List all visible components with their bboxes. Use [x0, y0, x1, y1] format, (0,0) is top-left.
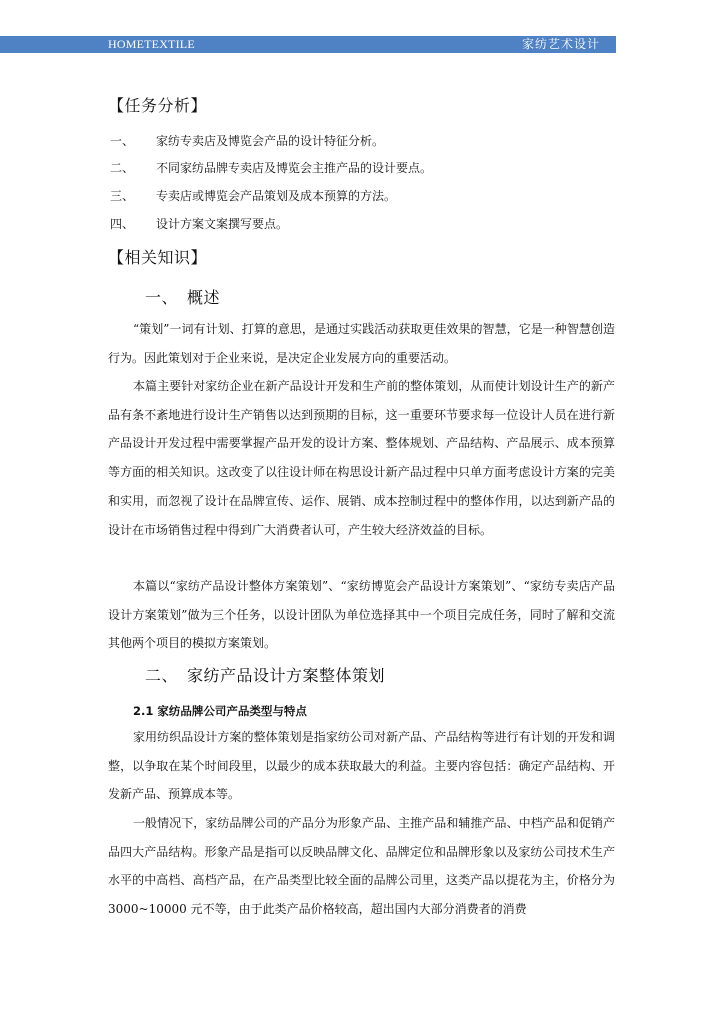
task-item	[110, 216, 288, 232]
task-item-number: 四、	[110, 217, 135, 231]
task-item-text: 设计方案文案撰写要点。	[156, 217, 289, 231]
task-item-text: 专卖店或博览会产品策划及成本预算的方法。	[156, 189, 397, 203]
header-bar	[0, 36, 616, 53]
task-item	[110, 133, 384, 149]
overall-planning-heading	[145, 666, 385, 686]
subsection-heading: 2.1 家纺品牌公司产品类型与特点	[133, 704, 307, 718]
task-item-number: 二、	[110, 161, 135, 175]
task-item-number: 一、	[110, 134, 135, 148]
task-item	[110, 160, 432, 176]
planning-paragraph-1: 家用纺织品设计方案的整体策划是指家纺公司对新产品、产品结构等进行有计划的开发和调整，以争取在某个时间段里，以最少的成本获取最大的利益。主要内容包括：确定产品结构、开发新产品、预算成本等。	[108, 730, 615, 802]
task-item-number: 三、	[110, 189, 135, 203]
overview-paragraph-1: “策划”一词有计划、打算的意思，是通过实践活动获取更佳效果的智慧，它是一种智慧创造行为。因此策划对于企业来说，是决定企业发展方向的重要活动。	[108, 322, 615, 365]
overview-heading-number: 一、	[145, 288, 179, 307]
planning-paragraph-2: 一般情况下，家纺品牌公司的产品分为形象产品、主推产品和辅推产品、中档产品和促销产品四大产品结构。形象产品是指可以反映品牌文化、品牌定位和品牌形象以及家纺公司技术生产水平的中高档、高档产品，在产品类型比较全面的品牌公司里，这类产品以提花为主，价格分为 3000~10000 元不等，由于此类产品价格较高，超出国内大部分消费者的消费	[108, 816, 615, 917]
overview-heading	[145, 288, 220, 308]
overview-heading-text: 概述	[187, 288, 221, 307]
overview-paragraph-2: 本篇主要针对家纺企业在新产品设计开发和生产前的整体策划，从而使计划设计生产的新产品有条不紊地进行设计生产销售以达到预期的目标，这一重要环节要求每一位设计人员在进行新产品设计开发过程中需要掌握产品开发的设计方案、整体规划、产品结构、产品展示、成本预算等方面的相关知识。这改变了以往设计师在构思设计新产品过程中只单方面考虑设计方案的完美和实用，而忽视了设计在品牌宣传、运作、展销、成本控制过程中的整体作用，以达到新产品的设计在市场销售过程中得到广大消费者认可，产生较大经济效益的目标。	[108, 379, 615, 537]
header-right-text: 家纺艺术设计	[521, 37, 600, 51]
task-item-text: 家纺专卖店及博览会产品的设计特征分析。	[156, 134, 385, 148]
header-left-text: HOMETEXTILE	[108, 37, 195, 51]
overall-planning-heading-number: 二、	[145, 666, 179, 685]
task-item-text: 不同家纺品牌专卖店及博览会主推产品的设计要点。	[156, 161, 433, 175]
overall-planning-heading-text: 家纺产品设计方案整体策划	[187, 666, 386, 685]
related-knowledge-title: 【相关知识】	[108, 248, 208, 267]
overview-paragraph-3: 本篇以“家纺产品设计整体方案策划”、“家纺博览会产品设计方案策划”、“家纺专卖店产品设计方案策划”做为三个任务，以设计团队为单位选择其中一个项目完成任务，同时了解和交流其他两个项目的模拟方案策划。	[108, 579, 615, 651]
task-analysis-title: 【任务分析】	[108, 96, 208, 115]
task-item	[110, 188, 396, 204]
